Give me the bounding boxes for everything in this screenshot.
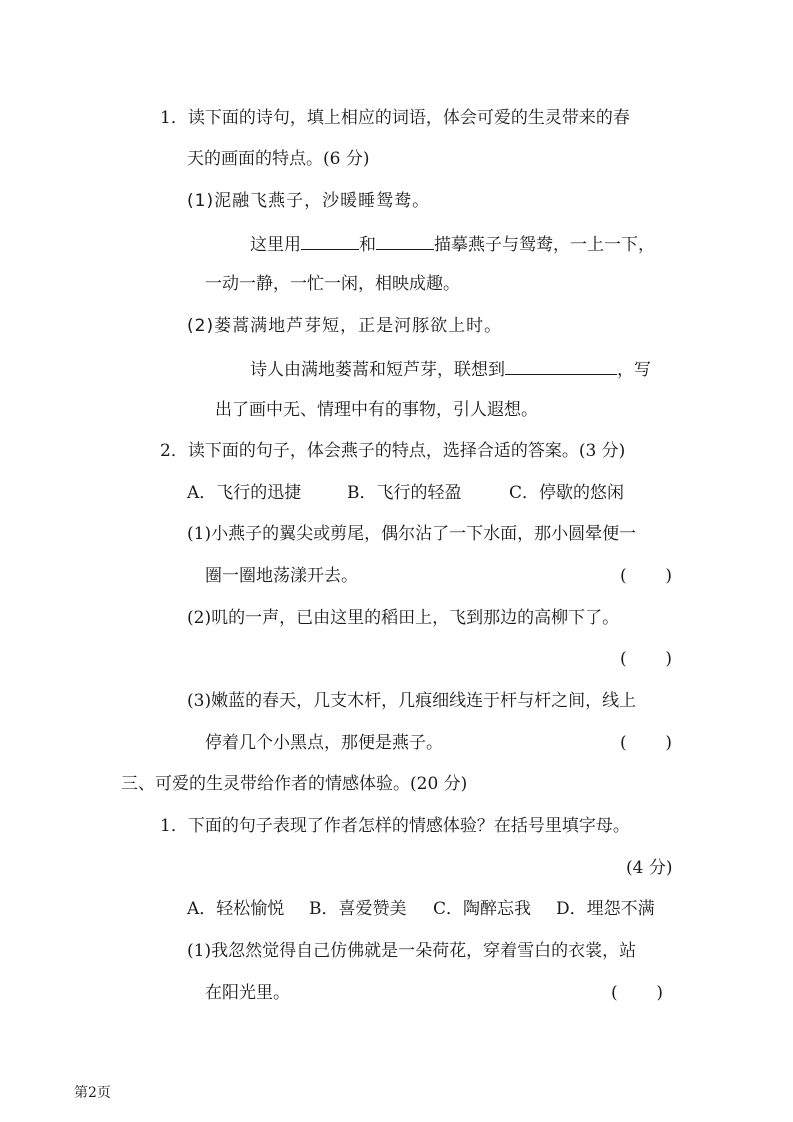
q1-sub2-cont: 出了画中无、情理中有的事物，引人遐想。	[215, 400, 538, 420]
q1-sub1-text-c: 描摹燕子与鸳鸯，一上一下，	[434, 235, 655, 255]
sec3-q1-score: (4 分)	[626, 858, 673, 878]
answer-blank-3[interactable]	[505, 356, 617, 375]
q1-line-1: 1．读下面的诗句，填上相应的词语，体会可爱的生灵带来的春	[160, 108, 630, 128]
q1-line-2: 天的画面的特点。(6 分)	[187, 149, 370, 169]
q2-option-c: C．停歇的悠闲	[509, 483, 625, 503]
q1-sub1-poem: (1)泥融飞燕子，沙暖睡鸳鸯。	[187, 191, 431, 211]
q1-sub2-fill-line	[250, 356, 651, 382]
sec3-s1-line-2: 在阳光里。	[205, 983, 290, 1003]
q2-line-1: 2．读下面的句子，体会燕子的特点，选择合适的答案。(3 分)	[160, 441, 626, 461]
answer-blank-2[interactable]	[376, 231, 434, 250]
q1-sub2-text-a: 诗人由满地蒌蒿和短芦芽，联想到	[250, 360, 505, 380]
q2-s1-line-2: 圈一圈地荡漾开去。	[205, 566, 358, 586]
q2-s3-line-1: (3)嫩蓝的春天，几支木杆，几痕细线连于杆与杆之间，线上	[187, 691, 637, 711]
sec3-options	[187, 897, 655, 921]
page-number: 第2页	[74, 1085, 111, 1101]
q1-sub2-poem: (2)蒌蒿满地芦芽短，正是河豚欲上时。	[187, 316, 503, 336]
sec3-option-d: D．埋怨不满	[556, 899, 655, 919]
q2-s3-line-2: 停着几个小黑点，那便是燕子。	[205, 733, 443, 753]
q1-sub2-text-b: ，写	[617, 360, 651, 380]
answer-blank-1[interactable]	[301, 231, 359, 250]
q1-sub1-fill-line	[250, 231, 655, 257]
q2-s2-line-1: (2)叽的一声，已由这里的稻田上，飞到那边的高柳下了。	[187, 608, 620, 628]
q1-sub1-cont: 一动一静，一忙一闲，相映成趣。	[205, 274, 460, 294]
q2-s1-line-1: (1)小燕子的翼尖或剪尾，偶尔沾了一下水面，那小圆晕便一	[187, 524, 637, 544]
sec3-option-b: B．喜爱赞美	[309, 899, 407, 919]
q2-options	[187, 481, 624, 505]
sec3-option-a: A．轻松愉悦	[187, 899, 285, 919]
q2-option-b: B．飞行的轻盈	[347, 483, 462, 503]
sec3-s1-line-1: (1)我忽然觉得自己仿佛就是一朵荷花，穿着雪白的衣裳，站	[187, 941, 637, 961]
section-3-title: 三、可爱的生灵带给作者的情感体验。(20 分)	[121, 774, 468, 794]
q1-sub1-text-a: 这里用	[250, 235, 301, 255]
sec3-q1-line: 1．下面的句子表现了作者怎样的情感体验？在括号里填字母。	[160, 816, 630, 836]
q2-option-a: A．飞行的迅捷	[187, 483, 302, 503]
sec3-option-c: C．陶醉忘我	[433, 899, 532, 919]
q1-sub1-text-b: 和	[359, 235, 376, 255]
